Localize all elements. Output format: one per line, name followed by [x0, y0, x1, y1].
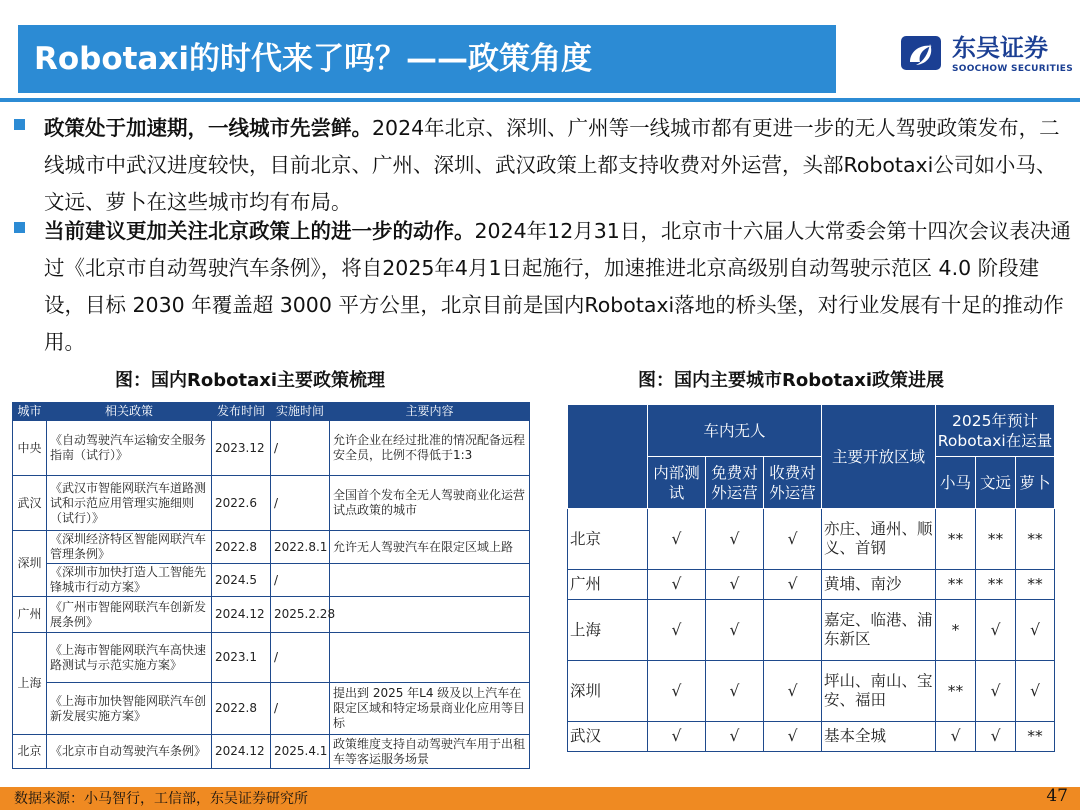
- policy-cell: 《自动驾驶汽车运输安全服务指南（试行）》: [47, 421, 212, 476]
- table-header-cell: 城市: [13, 403, 47, 421]
- check-cell: √: [706, 509, 764, 570]
- check-cell: √: [764, 570, 822, 600]
- table-header-cell: 文远: [976, 457, 1016, 509]
- zone-cell: 黄埔、南沙: [822, 570, 936, 600]
- volume-cell: **: [1016, 722, 1055, 752]
- volume-cell: √: [976, 661, 1016, 722]
- effective-cell: /: [271, 683, 330, 735]
- city-cell: 北京: [568, 509, 648, 570]
- bullet-bold: 当前建议更加关注北京政策上的进一步的动作。: [44, 219, 475, 243]
- table1-caption: 图：国内Robotaxi主要政策梳理: [115, 370, 386, 391]
- policy-cell: 《上海市加快智能网联汽车创新发展实施方案》: [47, 683, 212, 735]
- bullet-square-icon: [14, 222, 25, 233]
- header-divider: [0, 98, 1080, 102]
- table-header-cell: 免费对外运营: [706, 457, 764, 509]
- table-header-row: [568, 405, 1055, 457]
- zone-cell: 坪山、南山、宝安、福田: [822, 661, 936, 722]
- volume-cell: **: [976, 509, 1016, 570]
- table-row: [13, 564, 530, 597]
- policy-cell: 《武汉市智能网联汽车道路测试和示范应用管理实施细则（试行）》: [47, 476, 212, 531]
- bullet-text: 2024年北京、深圳、广州等一线城市都有更进一步的无人驾驶政策发布，二线城市中武汉进度较快，目前北京、广州、深圳、武汉政策上都支持收费对外运营，头部Robotaxi公司如小马、文远、萝卜在这些城市均有布局。: [44, 116, 1060, 214]
- volume-cell: *: [936, 600, 976, 661]
- table-row: [13, 633, 530, 683]
- volume-cell: **: [976, 570, 1016, 600]
- table-row: [13, 683, 530, 735]
- bullet-square-icon: [14, 119, 25, 130]
- release-cell: 2022.6: [212, 476, 271, 531]
- table-row: [568, 570, 1055, 600]
- brand-logo: [900, 34, 1073, 80]
- table-row: [568, 509, 1055, 570]
- content-cell: 全国首个发布全无人驾驶商业化运营试点政策的城市: [330, 476, 530, 531]
- content-cell: 允许企业在经过批准的情况配备远程安全员，比例不得低于1:3: [330, 421, 530, 476]
- table-row: [13, 531, 530, 564]
- table-row: [13, 597, 530, 633]
- zone-cell: 亦庄、通州、顺义、首钢: [822, 509, 936, 570]
- effective-cell: 2025.4.1: [271, 735, 330, 769]
- city-cell: 广州: [13, 597, 47, 633]
- volume-cell: **: [1016, 570, 1055, 600]
- table-row: [568, 722, 1055, 752]
- release-cell: 2023.1: [212, 633, 271, 683]
- page-number: 47: [1046, 786, 1068, 806]
- policy-cell: 《深圳市加快打造人工智能先锋城市行动方案》: [47, 564, 212, 597]
- city-progress-table: [567, 404, 1055, 752]
- data-source: 数据来源：小马智行，工信部，东吴证券研究所: [14, 791, 308, 807]
- check-cell: [764, 600, 822, 661]
- check-cell: √: [764, 722, 822, 752]
- volume-cell: **: [936, 570, 976, 600]
- volume-cell: √: [1016, 600, 1055, 661]
- release-cell: 2022.8: [212, 531, 271, 564]
- content-cell: [330, 597, 530, 633]
- city-cell: 广州: [568, 570, 648, 600]
- volume-cell: **: [1016, 509, 1055, 570]
- bullet-paragraph: [44, 110, 1074, 221]
- check-cell: √: [706, 661, 764, 722]
- release-cell: 2024.5: [212, 564, 271, 597]
- release-cell: 2022.8: [212, 683, 271, 735]
- volume-cell: **: [936, 509, 976, 570]
- city-cell: 上海: [568, 600, 648, 661]
- release-cell: 2023.12: [212, 421, 271, 476]
- table-header-cell: [568, 405, 648, 509]
- check-cell: √: [764, 509, 822, 570]
- policy-cell: 《广州市智能网联汽车创新发展条例》: [47, 597, 212, 633]
- table-row: [13, 476, 530, 531]
- city-cell: 上海: [13, 633, 47, 735]
- effective-cell: 2022.8.1: [271, 531, 330, 564]
- content-cell: 允许无人驾驶汽车在限定区域上路: [330, 531, 530, 564]
- volume-cell: **: [936, 661, 976, 722]
- check-cell: √: [706, 570, 764, 600]
- check-cell: √: [648, 722, 706, 752]
- content-cell: [330, 633, 530, 683]
- check-cell: √: [706, 722, 764, 752]
- content-cell: 政策维度支持自动驾驶汽车用于出租车等客运服务场景: [330, 735, 530, 769]
- bullet-point-2: [14, 213, 1074, 361]
- soochow-logo-icon: [900, 34, 946, 74]
- zone-cell: 嘉定、临港、浦东新区: [822, 600, 936, 661]
- table-header-cell: 车内无人: [648, 405, 822, 457]
- check-cell: √: [706, 600, 764, 661]
- table-row: [568, 600, 1055, 661]
- table-row: [13, 735, 530, 769]
- city-cell: 深圳: [568, 661, 648, 722]
- table-header-cell: 相关政策: [47, 403, 212, 421]
- city-cell: 北京: [13, 735, 47, 769]
- table-header-cell: 主要开放区域: [822, 405, 936, 509]
- policy-cell: 《上海市智能网联汽车高快速路测试与示范实施方案》: [47, 633, 212, 683]
- content-cell: [330, 564, 530, 597]
- footer-bar: [0, 787, 1080, 810]
- bullet-paragraph: [44, 213, 1074, 361]
- release-cell: 2024.12: [212, 597, 271, 633]
- volume-cell: √: [976, 722, 1016, 752]
- city-cell: 中央: [13, 421, 47, 476]
- logo-cn-text: 东吴证券: [952, 34, 1048, 62]
- table-header-cell: 小马: [936, 457, 976, 509]
- volume-cell: √: [1016, 661, 1055, 722]
- table-header-cell: 萝卜: [1016, 457, 1055, 509]
- table-row: [13, 421, 530, 476]
- table-header-cell: 内部测试: [648, 457, 706, 509]
- table-header-cell: 收费对外运营: [764, 457, 822, 509]
- page-title: Robotaxi的时代来了吗？——政策角度: [34, 41, 593, 77]
- title-bar: [18, 25, 836, 93]
- bullet-point-1: [14, 110, 1074, 221]
- city-cell: 武汉: [13, 476, 47, 531]
- bullet-text: 2024年12月31日，北京市十六届人大常委会第十四次会议表决通过《北京市自动驾驶汽车条例》，将自2025年4月1日起施行，加速推进北京高级别自动驾驶示范区 4.0 阶段建设，目标 2030 年覆盖超 3000 平方公里，北京目前是国内Robotaxi落地的桥头堡，对行业发展有十足的推动作用。: [44, 219, 1071, 354]
- city-cell: 深圳: [13, 531, 47, 597]
- table-header-cell: 2025年预计Robotaxi在运量: [936, 405, 1055, 457]
- effective-cell: /: [271, 421, 330, 476]
- check-cell: √: [648, 570, 706, 600]
- policy-cell: 《北京市自动驾驶汽车条例》: [47, 735, 212, 769]
- effective-cell: /: [271, 633, 330, 683]
- policy-table: [12, 402, 530, 769]
- policy-cell: 《深圳经济特区智能网联汽车管理条例》: [47, 531, 212, 564]
- city-cell: 武汉: [568, 722, 648, 752]
- logo-en-text: SOOCHOW SECURITIES: [952, 64, 1073, 74]
- check-cell: √: [648, 661, 706, 722]
- effective-cell: /: [271, 476, 330, 531]
- table-header-row: [13, 403, 530, 421]
- zone-cell: 基本全城: [822, 722, 936, 752]
- effective-cell: 2025.2.28: [271, 597, 330, 633]
- volume-cell: √: [976, 600, 1016, 661]
- check-cell: √: [648, 600, 706, 661]
- table-header-cell: 主要内容: [330, 403, 530, 421]
- table-header-cell: 发布时间: [212, 403, 271, 421]
- release-cell: 2024.12: [212, 735, 271, 769]
- check-cell: √: [648, 509, 706, 570]
- table-row: [568, 661, 1055, 722]
- content-cell: 提出到 2025 年L4 级及以上汽车在限定区域和特定场景商业化应用等目标: [330, 683, 530, 735]
- table2-caption: 图：国内主要城市Robotaxi政策进展: [638, 370, 945, 391]
- effective-cell: /: [271, 564, 330, 597]
- volume-cell: √: [936, 722, 976, 752]
- table-header-cell: 实施时间: [271, 403, 330, 421]
- check-cell: √: [764, 661, 822, 722]
- bullet-bold: 政策处于加速期，一线城市先尝鲜。: [44, 116, 372, 140]
